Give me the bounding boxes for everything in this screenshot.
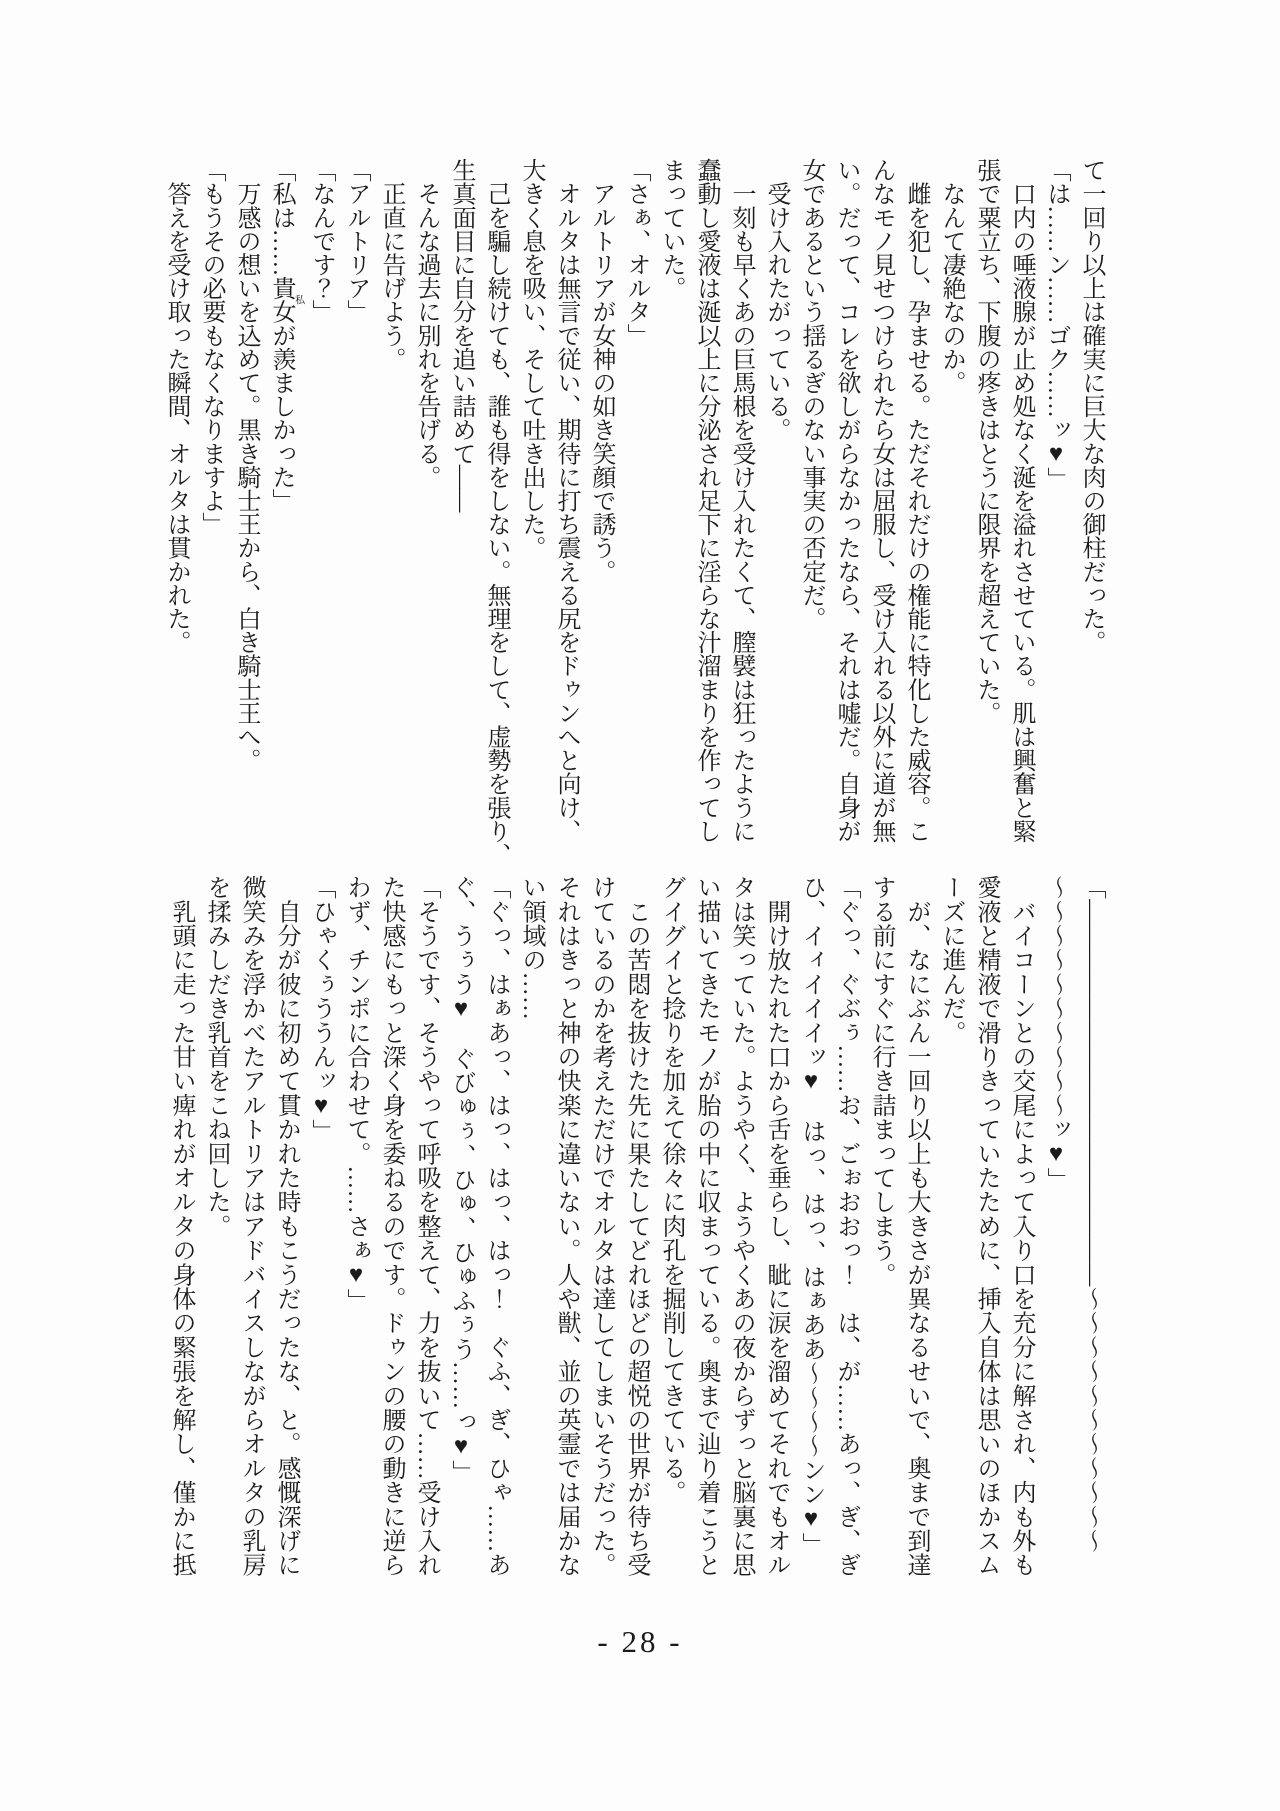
text-line: 「ぐっ、はぁあっ、はっ、はっ、はっ！ ぐふ、ぎ、ひゃ……あ [483,875,509,1577]
text-line: それはきっと神の快楽に違いない。人や獣、並の英霊では届かな [553,875,579,1577]
text-line: い領域の…… [518,875,544,1021]
text-line: が、なにぶん一回り以上も大きさが異なるせいで、奥まで到達 [903,875,929,1577]
text-line: 「そうです、そうやって呼吸を整えて、力を抜いて……受け入れ [413,875,439,1577]
text-line: 万感の想いを込めて。黒き騎士王から、白き騎士王へ。 [233,158,259,772]
text-line: 「もうその必要もなくなりますよ」 [198,158,224,536]
text-line: 乳頭に走った甘い痺れがオルタの身体の緊張を解し、僅かに抵 [168,875,194,1577]
text-line: 「アルトリア」 [343,158,369,324]
text-line: 一刻も早くあの巨馬根を受け入れたくて、膣襞は狂ったように [728,158,754,843]
text-line: ーズに進んだ。 [938,875,964,1045]
text-line: 「――――――――――――――――〜〜〜〜〜〜〜〜〜〜〜 [1078,875,1104,1553]
text-line: なんて凄絶なのか。 [938,158,964,395]
text-line: 「は……ン……ゴク……ッ♥」 [1043,158,1069,491]
text-line: けているのかを考えただけでオルタは達してしまいそうだった。 [588,875,614,1577]
text-line: わず、チンポに合わせて。……さぁ♥」 [343,875,369,1313]
text-line: た快感にもっと深く身を委ねるのです。ドゥンの腰の動きに逆ら [378,875,404,1577]
text-line: ひ、イィイイイッ♥ はっ、はっ、はぁああ〜〜〜〜ンン♥」 [798,875,824,1557]
text-line: 微笑みを浮かべたアルトリアはアドバイスしながらオルタの乳房 [238,875,264,1577]
text-line: 己を騙し続けても、誰も得をしない。無理をして、虚勢を張り、 [483,158,509,867]
text-line: 「ひゃくぅううんッ♥」 [308,875,334,1144]
text-line: 「さぁ、オルタ」 [623,158,649,347]
text-line: 「ぐっ、ぐぶぅ……お、ごぉおおっ！ は、が……あっ、ぎ、ぎ [833,875,859,1577]
text-line: 「なんです？」 [308,158,334,324]
text-line: する前にすぐに行き詰まってしまう。 [868,875,894,1287]
text-line: 愛液と精液で滑りきっていたために、挿入自体は思いのほかスム [973,875,999,1577]
text-line: グイグイと捻りを加えて徐々に肉孔を掘削してきている。 [658,875,684,1505]
text-block-bottom [163,875,1108,1585]
text-line: ぐ、うぅう♥ ぐびゅぅ、ひゅ、ひゅふぅう……っ♥」 [448,875,474,1484]
text-block-top [158,158,1108,867]
text-line: 答えを受け取った瞬間、オルタは貫かれた。 [163,158,189,654]
text-line: オルタは無言で従い、期待に打ち震える尻をドゥンへと向け、 [553,158,579,843]
text-line: 大きく息を吸い、そして吐き出した。 [518,158,544,560]
text-line: 生真面目に自分を追い詰めて―― [448,158,474,513]
text-line: 開け放たれた口から舌を垂らし、眦に涙を溜めてそれでもオル [763,875,789,1577]
text-line: バイコーンとの交尾によって入り口を充分に解され、内も外も [1008,875,1034,1577]
text-line: 張で粟立ち、下腹の疼きはとうに限界を超えていた。 [973,158,999,725]
text-line: 正直に告げよう。 [378,158,404,371]
text-line: て一回り以上は確実に巨大な肉の御柱だった。 [1078,158,1104,654]
text-line: 女であるという揺るぎのない事実の否定だ。 [798,158,824,631]
text-line: 雌を犯し、孕ませる。ただそれだけの権能に特化した威容。こ [903,158,929,843]
text-line: を揉みしだき乳首をこね回した。 [203,875,229,1238]
text-line: い。だって、コレを欲しがらなかったなら、それは嘘だ。自身が [833,158,859,843]
text-line: んなモノ見せつけられたら女は屈服し、受け入れる以外に道が無 [868,158,894,843]
text-line: 口内の唾液腺が止め処なく涎を溢れさせている。肌は興奮と緊 [1008,158,1034,843]
text-line: 蠢動し愛液は涎以上に分泌され足下に淫らな汁溜まりを作ってし [693,158,719,843]
text-line: この苦悶を抜けた先に果たしてどれほどの超悦の世界が待ち受 [623,875,649,1577]
text-line: アルトリアが女神の如き笑顔で誘う。 [588,158,614,583]
text-line: まっていた。 [658,158,684,300]
text-line: い描いてきたモノが胎の中に収まっている。奥まで辿り着こうと [693,875,719,1577]
text-line: タは笑っていた。ようやく、ようやくあの夜からずっと脳裏に思 [728,875,754,1577]
text-line: そんな過去に別れを告げる。 [413,158,439,489]
page-number: - 28 - [597,1624,683,1659]
text-line: 〜〜〜〜〜〜〜〜〜〜ッ♥」 [1043,875,1069,1192]
text-line: 「私は……貴女私が羨ましかった」 [268,158,304,513]
text-line: 受け入れたがっている。 [763,158,789,442]
text-line: 自分が彼に初めて貫かれた時もこうだったな、と。感慨深げに [273,875,299,1577]
